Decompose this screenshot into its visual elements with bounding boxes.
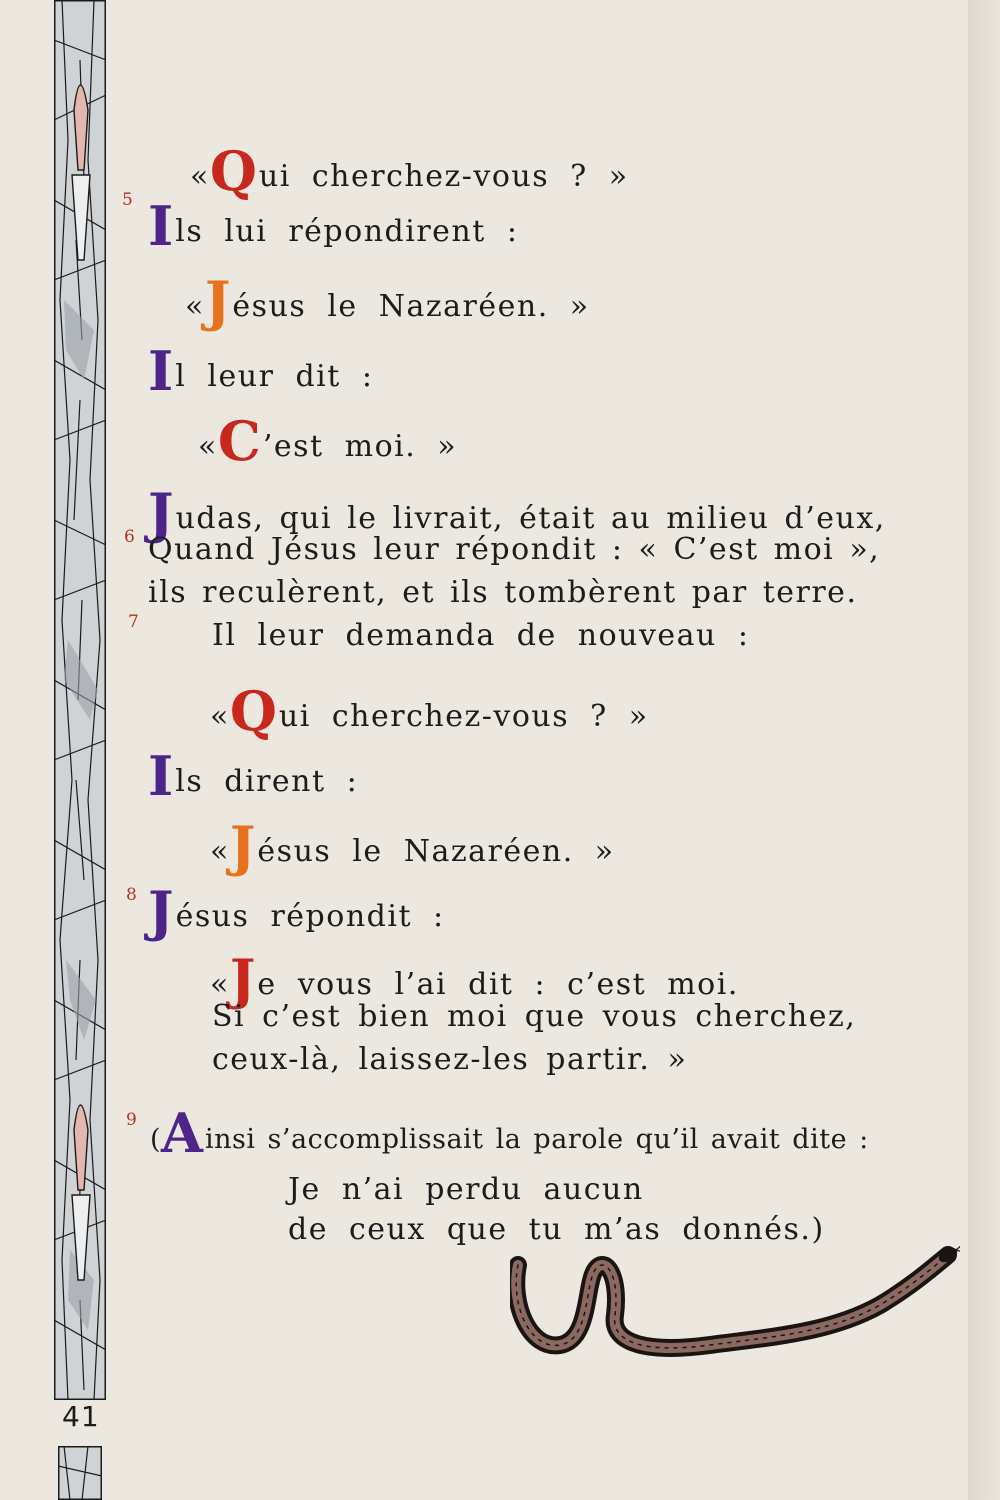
next-page-edge [968, 0, 1000, 1500]
text-line: Si c’est bien moi que vous cherchez, [212, 999, 857, 1034]
verse-number-6: 6 [124, 527, 135, 547]
drop-cap: Q [229, 679, 277, 743]
text-line: «Jésus le Nazaréen. » [185, 269, 590, 333]
text-line: de ceux que tu m’as donnés.) [288, 1212, 825, 1247]
text-line: Jésus répondit : [148, 879, 445, 943]
drop-cap: C [217, 409, 261, 473]
text-line: Il leur demanda de nouveau : [212, 618, 750, 653]
text-line: Il leur dit : [148, 339, 374, 403]
drop-cap: J [148, 879, 174, 943]
drop-cap: J [229, 947, 256, 1011]
text-line: ceux-là, laissez-les partir. » [212, 1042, 688, 1077]
drop-cap: I [148, 194, 174, 258]
text-line: «Qui cherchez-vous ? » [210, 679, 649, 743]
page-number: 41 [62, 1400, 100, 1433]
verse-number-7: 7 [128, 612, 139, 632]
text-line: «C’est moi. » [198, 409, 458, 473]
text-line: «Jésus le Nazaréen. » [210, 814, 615, 878]
verse-number-8: 8 [126, 885, 137, 905]
text-line: Judas, qui le livrait, était au milieu d’eux, [148, 481, 886, 545]
drop-cap: A [161, 1101, 203, 1165]
stained-glass-border-icon [54, 0, 106, 1400]
drop-cap: I [148, 744, 174, 808]
text-line: «Je vous l’ai dit : c’est moi. [210, 947, 739, 1011]
text-line: (Ainsi s’accomplissait la parole qu’il avait dite : [150, 1101, 869, 1165]
drop-cap: Q [209, 139, 257, 203]
stained-glass-border-bottom-icon [58, 1446, 102, 1500]
text-line: «Qui cherchez-vous ? » [190, 139, 629, 203]
drop-cap: J [148, 481, 174, 545]
text-line: ils reculèrent, et ils tombèrent par terre. [148, 575, 858, 610]
text-line: Je n’ai perdu aucun [288, 1172, 644, 1207]
snake-icon [510, 1245, 960, 1360]
verse-number-9: 9 [126, 1110, 137, 1130]
drop-cap: J [229, 814, 256, 878]
drop-cap: I [148, 339, 174, 403]
text-line: Ils lui répondirent : [148, 194, 519, 258]
text-line: Ils dirent : [148, 744, 359, 808]
drop-cap: J [204, 269, 231, 333]
text-line: Quand Jésus leur répondit : « C’est moi », [148, 532, 881, 567]
verse-number-5: 5 [122, 190, 133, 210]
